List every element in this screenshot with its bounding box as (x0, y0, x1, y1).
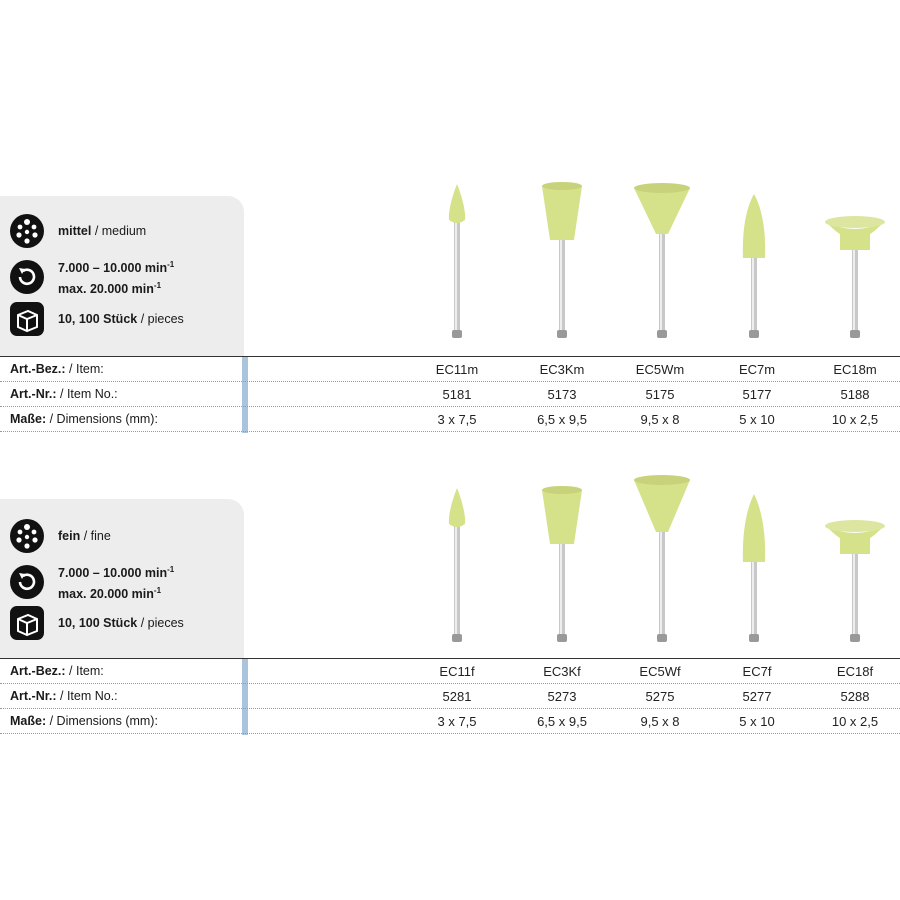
item-number: 5273 (547, 689, 577, 704)
tool-image-bullet (736, 484, 772, 646)
item-number: 5281 (442, 689, 472, 704)
info-panel (0, 499, 244, 658)
item-number: 5175 (645, 387, 675, 402)
tool-image-inverted-cone (632, 180, 692, 342)
item-code: EC7m (738, 362, 776, 377)
item-dimensions: 3 x 7,5 (437, 714, 477, 729)
item-dimensions: 6,5 x 9,5 (537, 714, 587, 729)
tool-image-cup (538, 180, 586, 342)
package-box-icon (10, 606, 44, 640)
tool-image-disc (820, 484, 890, 646)
tool-image-flame (440, 484, 474, 646)
item-dimensions: 9,5 x 8 (640, 412, 680, 427)
item-number: 5177 (742, 387, 772, 402)
tool-image-cup (538, 484, 586, 646)
table-row-number: Art.-Nr.: / Item No.: 5281 5273 5275 5277 5288 (0, 683, 900, 708)
item-code: EC5Wf (639, 664, 681, 679)
item-code: EC3Km (539, 362, 585, 377)
item-code: EC11f (439, 664, 475, 679)
item-code: EC11m (435, 362, 479, 377)
item-dimensions: 3 x 7,5 (437, 412, 477, 427)
tool-image-bullet (736, 180, 772, 342)
rotation-icon (10, 565, 44, 599)
item-code: EC18m (833, 362, 877, 377)
package-box-icon (10, 302, 44, 336)
item-number: 5188 (840, 387, 870, 402)
item-dimensions: 6,5 x 9,5 (537, 412, 587, 427)
pieces-info: 10, 100 Stück / pieces (10, 606, 184, 640)
item-code: EC3Kf (543, 664, 581, 679)
item-code: EC18f (836, 664, 874, 679)
speed-info: 7.000 – 10.000 $\min^{-1}$ max. 20.000 $\min^{-1}$ (10, 256, 174, 298)
table-row-item: Art.-Bez.: / Item: EC11f EC3Kf EC5Wf EC7f EC18f (0, 658, 900, 683)
info-panel (0, 196, 244, 356)
grit-info: mittel / medium (10, 214, 146, 248)
rotation-icon (10, 260, 44, 294)
tool-image-flame (440, 180, 474, 342)
grit-dots-icon (10, 519, 44, 553)
table-row-dimensions: Maße: / Dimensions (mm): 3 x 7,5 6,5 x 9,5 9,5 x 8 5 x 10 10 x 2,5 (0, 708, 900, 734)
item-number: 5173 (547, 387, 577, 402)
item-dimensions: 10 x 2,5 (831, 714, 879, 729)
tool-image-inverted-cone (632, 470, 692, 646)
item-dimensions: 9,5 x 8 (640, 714, 680, 729)
item-number: 5288 (840, 689, 870, 704)
tool-image-disc (820, 180, 890, 342)
pieces-info: 10, 100 Stück / pieces (10, 302, 184, 336)
table-row-item: Art.-Bez.: / Item: EC11m EC3Km EC5Wm EC7m EC18m (0, 356, 900, 381)
grit-dots-icon (10, 214, 44, 248)
item-number: 5275 (645, 689, 675, 704)
item-dimensions: 5 x 10 (739, 412, 775, 427)
table-row-number: Art.-Nr.: / Item No.: 5181 5173 5175 5177 5188 (0, 381, 900, 406)
item-number: 5181 (442, 387, 472, 402)
item-code: EC5Wm (635, 362, 685, 377)
table-row-dimensions: Maße: / Dimensions (mm): 3 x 7,5 6,5 x 9,5 9,5 x 8 5 x 10 10 x 2,5 (0, 406, 900, 432)
item-code: EC7f (742, 664, 772, 679)
item-dimensions: 10 x 2,5 (831, 412, 879, 427)
item-dimensions: 5 x 10 (739, 714, 775, 729)
item-number: 5277 (742, 689, 772, 704)
grit-info: fein / fine (10, 519, 111, 553)
speed-info: 7.000 – 10.000 $\min^{-1}$ max. 20.000 $\min^{-1}$ (10, 561, 174, 603)
